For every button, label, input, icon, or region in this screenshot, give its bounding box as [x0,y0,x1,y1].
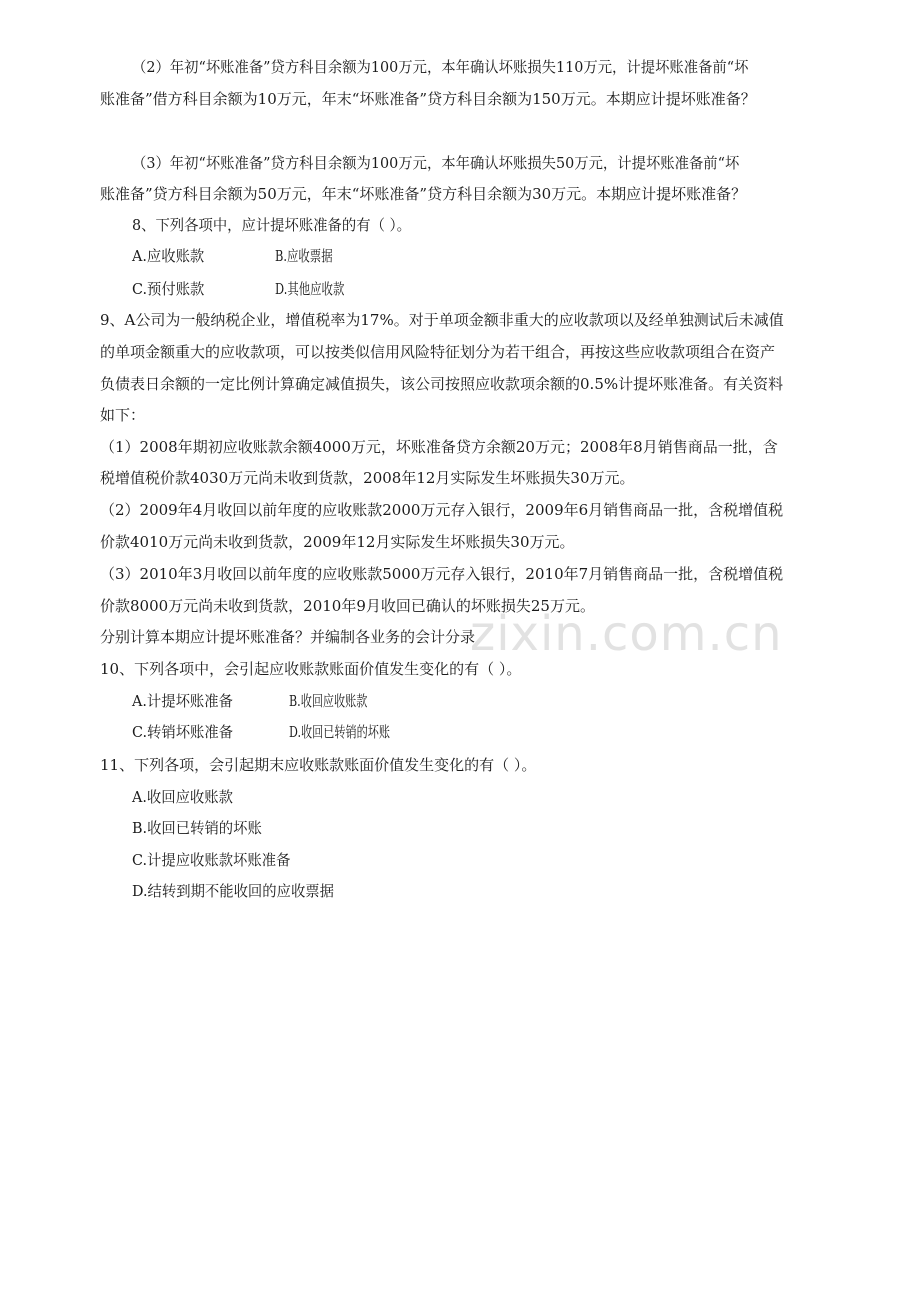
q9-stem-line1: 9、A公司为一般纳税企业，增值税率为17%。对于单项金额非重大的应收款项以及经单独测试后未减值 [100,311,784,329]
q9-item3-line1: （3）2010年3月收回以前年度的应收账款5000万元存入银行，2010年7月销售商品一批，含税增值税 [100,565,784,583]
q9-stem-line3: 负债表日余额的一定比例计算确定减值损失，该公司按照应收款项余额的0.5%计提坏账准备。有关资料 [100,375,784,393]
q9-item1-line2: 税增值税价款4030万元尚未收到货款，2008年12月实际发生坏账损失30万元。 [100,469,635,487]
q9-item2-line1: （2）2009年4月收回以前年度的应收账款2000万元存入银行，2009年6月销售商品一批，含税增值税 [100,501,784,519]
q8-stem: 8、下列各项中，应计提坏账准备的有（ ）。 [132,216,411,234]
q10-option-c: C.转销坏账准备 [132,723,234,741]
q8-option-b: B.应收票据 [275,247,333,265]
q8-option-a: A.应收账款 [132,247,205,265]
site-watermark: zixin.com.cn [470,606,783,662]
q9-item3-line2: 价款8000万元尚未收到货款，2010年9月收回已确认的坏账损失25万元。 [100,597,595,615]
q7-part3-line2: 账准备”贷方科目余额为50万元，年末“坏账准备”贷方科目余额为30万元。本期应计提坏账准备？ [100,185,747,203]
q11-option-c: C.计提应收账款坏账准备 [132,851,291,869]
q11-option-d: D.结转到期不能收回的应收票据 [132,882,334,900]
q8-option-d: D.其他应收款 [275,280,345,298]
q10-option-d: D.收回已转销的坏账 [289,723,390,741]
q11-option-b: B.收回已转销的坏账 [132,819,262,837]
q7-part2-line2: 账准备”借方科目余额为10万元，年末“坏账准备”贷方科目余额为150万元。本期应计提坏账准备？ [100,90,756,108]
q9-item2-line2: 价款4010万元尚未收到货款，2009年12月实际发生坏账损失30万元。 [100,533,575,551]
q11-stem: 11、下列各项，会引起期末应收账款账面价值发生变化的有（ ）。 [100,756,537,774]
q9-stem-line4: 如下： [100,406,146,424]
q9-instruction: 分别计算本期应计提坏账准备？并编制各业务的会计分录 [100,628,476,646]
q7-part2-line1: （2）年初“坏账准备”贷方科目余额为100万元，本年确认坏账损失110万元，计提坏账准备前“坏 [132,58,749,76]
q10-option-b: B.收回应收账款 [289,692,368,710]
q9-item1-line1: （1）2008年期初应收账款余额4000万元，坏账准备贷方余额20万元；2008年8月销售商品一批，含 [100,438,778,456]
q10-stem: 10、下列各项中，会引起应收账款账面价值发生变化的有（ ）。 [100,660,522,678]
q9-stem-line2: 的单项金额重大的应收款项，可以按类似信用风险特征划分为若干组合，再按这些应收款项组合在资产 [100,343,776,361]
q8-option-c: C.预付账款 [132,280,205,298]
q10-option-a: A.计提坏账准备 [132,692,233,710]
q7-part3-line1: （3）年初“坏账准备”贷方科目余额为100万元，本年确认坏账损失50万元，计提坏账准备前“坏 [132,154,740,172]
q11-option-a: A.收回应收账款 [132,788,233,806]
